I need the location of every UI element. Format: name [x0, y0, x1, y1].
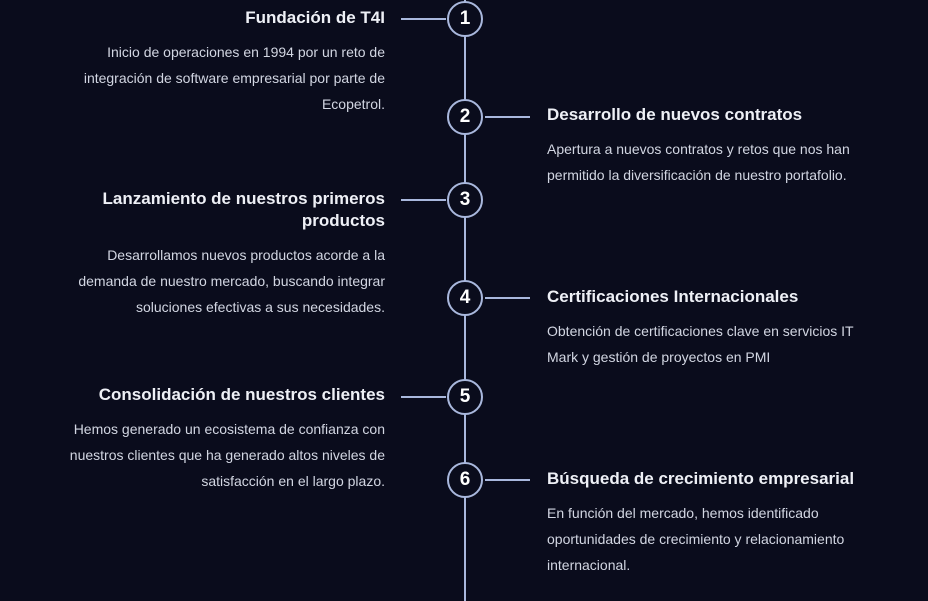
milestone-node-2: 2 [447, 99, 483, 135]
milestone-title-4: Certificaciones Internacionales [547, 287, 799, 306]
milestone-title-2: Desarrollo de nuevos contratos [547, 105, 803, 124]
milestone-title-3: Lanzamiento de nuestros primeros productos [102, 189, 385, 230]
milestone-node-6: 6 [447, 462, 483, 498]
milestone-description-3: Desarrollamos nuevos productos acorde a la demanda de nuestro mercado, buscando integrar soluciones efectivas a sus necesidades. [78, 247, 385, 315]
milestone-title-5: Consolidación de nuestros clientes [98, 385, 385, 404]
milestone-1 [45, 7, 385, 117]
milestone-description-4: Obtención de certificaciones clave en servicios IT Mark y gestión de proyectos en PMI [547, 323, 854, 365]
milestone-node-5: 5 [447, 379, 483, 415]
milestone-2 [547, 104, 887, 188]
connector-5 [401, 396, 446, 398]
milestone-6 [547, 468, 887, 578]
milestone-node-1: 1 [447, 1, 483, 37]
milestone-description-1: Inicio de operaciones en 1994 por un reto de integración de software empresarial por parte de Ecopetrol. [83, 44, 385, 112]
milestone-title-1: Fundación de T4I [245, 8, 385, 27]
connector-4 [485, 297, 530, 299]
milestone-node-4: 4 [447, 280, 483, 316]
milestone-4 [547, 286, 887, 370]
milestone-5 [45, 384, 385, 494]
connector-2 [485, 116, 530, 118]
connector-3 [401, 199, 446, 201]
connector-6 [485, 479, 530, 481]
milestone-description-5: Hemos generado un ecosistema de confianza con nuestros clientes que ha generado altos niveles de satisfacción en el largo plazo. [69, 421, 385, 489]
milestone-node-3: 3 [447, 182, 483, 218]
milestone-description-2: Apertura a nuevos contratos y retos que nos han permitido la diversificación de nuestro portafolio. [547, 141, 850, 183]
milestone-3 [45, 188, 385, 320]
milestone-description-6: En función del mercado, hemos identificado oportunidades de crecimiento y relacionamiento internacional. [547, 505, 845, 573]
milestone-title-6: Búsqueda de crecimiento empresarial [547, 469, 855, 488]
connector-1 [401, 18, 446, 20]
